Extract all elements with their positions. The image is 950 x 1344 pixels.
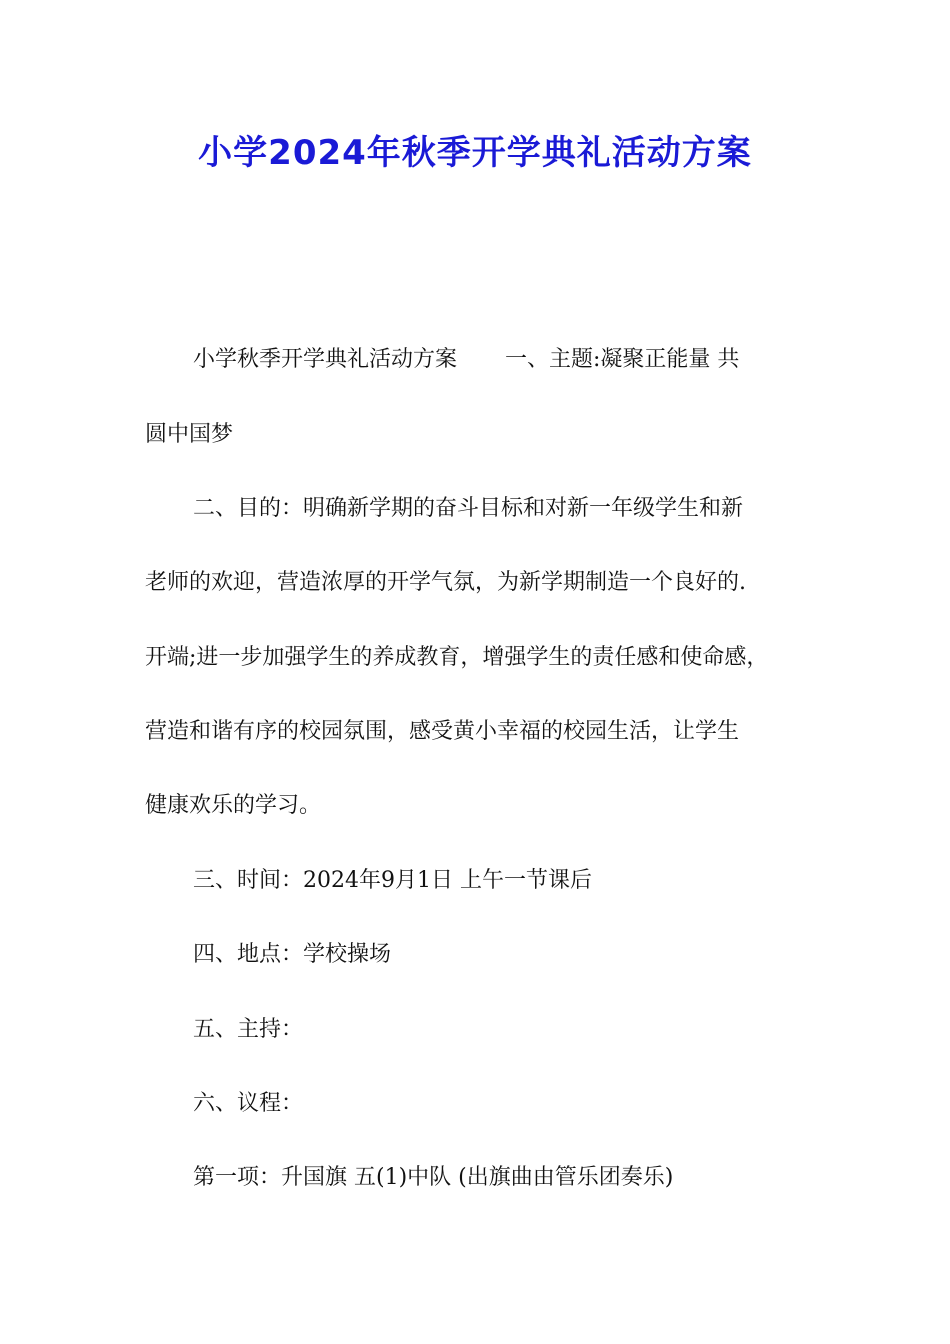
time-line: 三、时间：2024年9月1日 上午一节课后 bbox=[193, 868, 592, 893]
intro-plan-name: 小学秋季开学典礼活动方案 bbox=[193, 347, 458, 372]
document-title: 小学2024年秋季开学典礼活动方案 bbox=[198, 133, 752, 173]
intro-theme: 一、主题:凝聚正能量 共 bbox=[505, 347, 740, 372]
purpose-line-3: 开端;进一步加强学生的养成教育，增强学生的责任感和使命感， bbox=[145, 645, 769, 670]
purpose-line-4: 营造和谐有序的校园氛围，感受黄小幸福的校园生活，让学生 bbox=[145, 719, 740, 744]
place-line: 四、地点：学校操场 bbox=[193, 942, 392, 967]
agenda-item-1: 第一项：升国旗 五(1)中队 (出旗曲由管乐团奏乐) bbox=[193, 1165, 674, 1190]
purpose-line-1: 二、目的：明确新学期的奋斗目标和对新一年级学生和新 bbox=[193, 496, 744, 521]
intro-line bbox=[193, 345, 739, 375]
host-line: 五、主持： bbox=[193, 1017, 304, 1042]
intro-theme-continued: 圆中国梦 bbox=[145, 422, 234, 447]
purpose-line-2: 老师的欢迎，营造浓厚的开学气氛，为新学期制造一个良好的. bbox=[145, 570, 746, 595]
agenda-line: 六、议程： bbox=[193, 1091, 304, 1116]
purpose-line-5: 健康欢乐的学习。 bbox=[145, 793, 322, 818]
